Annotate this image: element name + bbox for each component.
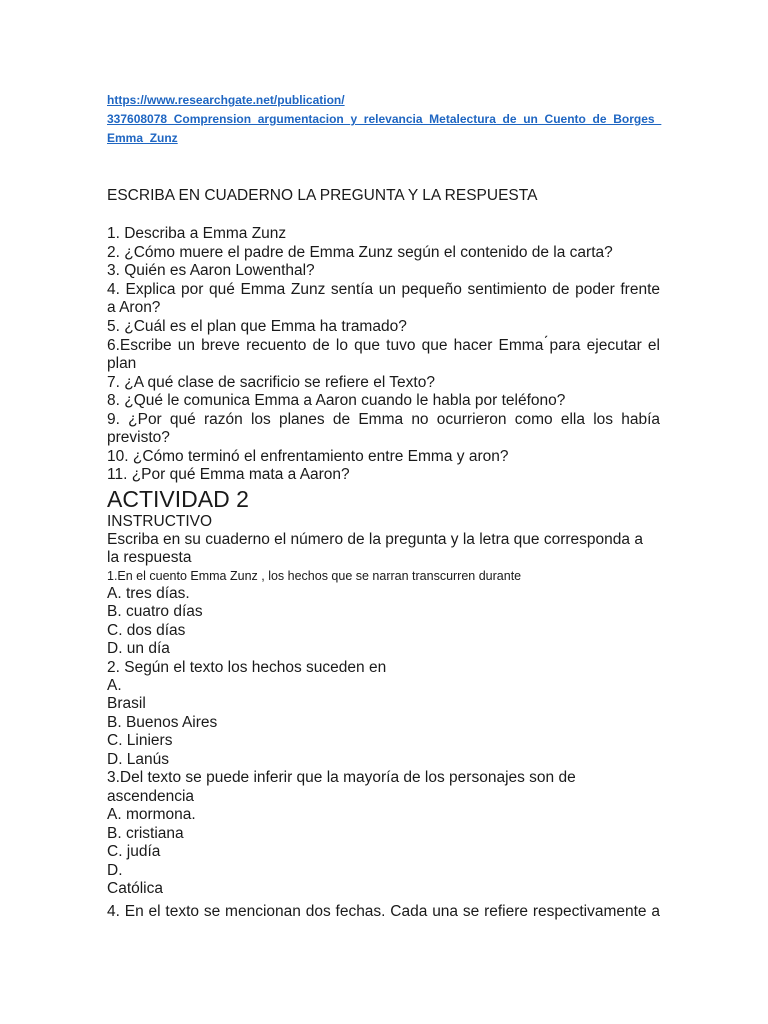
question-8: 8. ¿Qué le comunica Emma a Aaron cuando le habla por teléfono? [107,392,566,409]
q2-option-a-letter: A. [107,677,122,694]
question-7: 7. ¿A qué clase de sacrificio se refiere el Texto? [107,374,435,391]
q3-option-c: C. judía [107,843,161,860]
mc-question-1: 1.En el cuento Emma Zunz , los hechos que se narran transcurren durante [107,569,522,583]
source-link-line-2[interactable]: 337608078_Comprension_argumentacion_y_relevancia_Metalectura_de_un_Cuento_de_Borges_ [107,112,662,126]
question-4-line-1: 4. Explica por qué Emma Zunz sentía un pequeño sentimiento de poder frente [107,281,660,298]
q2-option-c: C. Liniers [107,732,173,749]
question-3: 3. Quién es Aaron Lowenthal? [107,262,315,279]
question-6-line-2: plan [107,355,137,372]
instructivo-label: INSTRUCTIVO [107,513,213,530]
q1-option-c: C. dos días [107,622,186,639]
q1-option-a: A. tres días. [107,585,190,602]
activity-2-instruction-line-2: la respuesta [107,549,192,566]
mc-question-3-line-2: ascendencia [107,788,195,805]
question-1: 1. Describa a Emma Zunz [107,225,287,242]
mc-question-2: 2. Según el texto los hechos suceden en [107,659,387,676]
q2-option-b: B. Buenos Aires [107,714,218,731]
q1-option-d: D. un día [107,640,170,657]
section1-instruction: ESCRIBA EN CUADERNO LA PREGUNTA Y LA RESPUESTA [107,187,538,204]
q3-option-d-letter: D. [107,862,123,879]
question-10: 10. ¿Cómo terminó el enfrentamiento entre Emma y aron? [107,448,509,465]
q3-option-a: A. mormona. [107,806,196,823]
question-2: 2. ¿Cómo muere el padre de Emma Zunz según el contenido de la carta? [107,244,613,261]
q3-option-b: B. cristiana [107,825,184,842]
q2-option-a-text: Brasil [107,695,146,712]
q3-option-d-text: Católica [107,880,163,897]
q1-option-b: B. cuatro días [107,603,203,620]
question-11: 11. ¿Por qué Emma mata a Aaron? [107,466,350,483]
activity-2-instruction-line-1: Escriba en su cuaderno el número de la pregunta y la letra que corresponda a [107,531,643,548]
activity-2-title: ACTIVIDAD 2 [107,486,249,512]
source-link-line-3[interactable]: Emma_Zunz [107,131,178,145]
question-9-line-1: 9. ¿Por qué razón los planes de Emma no ocurrieron como ella los había [107,411,660,428]
q2-option-d: D. Lanús [107,751,170,768]
question-9-line-2: previsto? [107,429,170,446]
mc-question-3-line-1: 3.Del texto se puede inferir que la mayoría de los personajes son de [107,769,576,786]
question-4-line-2: a Aron? [107,299,161,316]
question-5: 5. ¿Cuál es el plan que Emma ha tramado? [107,318,407,335]
mc-question-4: 4. En el texto se mencionan dos fechas. Cada una se refiere respectivamente a [107,903,660,920]
question-6-line-1: 6.Escribe un breve recuento de lo que tuvo que hacer Emma ́para ejecutar el [107,337,660,354]
source-link-line-1[interactable]: https://www.researchgate.net/publication/ [107,93,345,107]
